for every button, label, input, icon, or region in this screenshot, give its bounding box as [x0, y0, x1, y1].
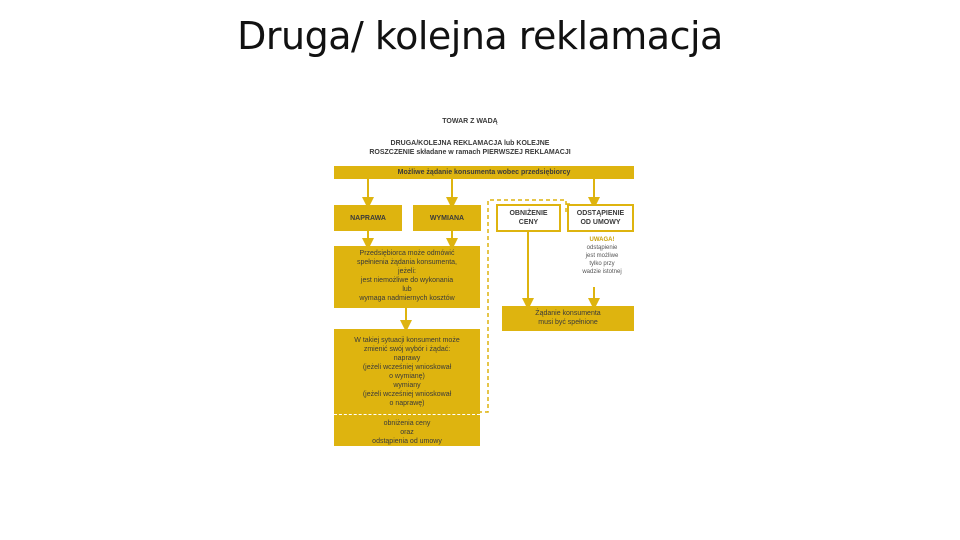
uwaga-note: UWAGA! odstąpienie jest możliwe tylko przy wadzie istotnej: [582, 237, 622, 275]
refusal-box: Przedsiębiorca może odmówić spełnienia żądania konsumenta, jeżeli: jest niemożliwe do wykonania lub wymaga nadmiernych kosztów: [334, 246, 480, 308]
slide-title: Druga/ kolejna reklamacja: [237, 14, 723, 58]
odstapienie-box: ODSTĄPIENIE OD UMOWY: [567, 204, 634, 232]
top-label: TOWAR Z WADĄ: [442, 118, 498, 125]
wymiana-box: WYMIANA: [413, 205, 481, 231]
change-choice-box: W takiej sytuacji konsument może zmienić swój wybór i żądać: naprawy (jeżeli wcześniej wnioskował o wymianę) wymiany (jeżeli wcześniej wnioskował o naprawę) obniżenia ceny oraz odstąpienia od umowy: [334, 329, 480, 446]
obnizenie-box: OBNIŻENIE CENY: [496, 204, 561, 232]
naprawa-box: NAPRAWA: [334, 205, 402, 231]
obligation-box: Żądanie konsumenta musi być spełnione: [502, 306, 634, 331]
subheading: DRUGA/KOLEJNA REKLAMACJA lub KOLEJNE ROSZCZENIE składane w ramach PIERWSZEJ REKLAMACJI: [369, 140, 571, 156]
options-banner: Możliwe żądanie konsumenta wobec przedsiębiorcy: [334, 166, 634, 179]
dashed-divider: [334, 414, 480, 415]
